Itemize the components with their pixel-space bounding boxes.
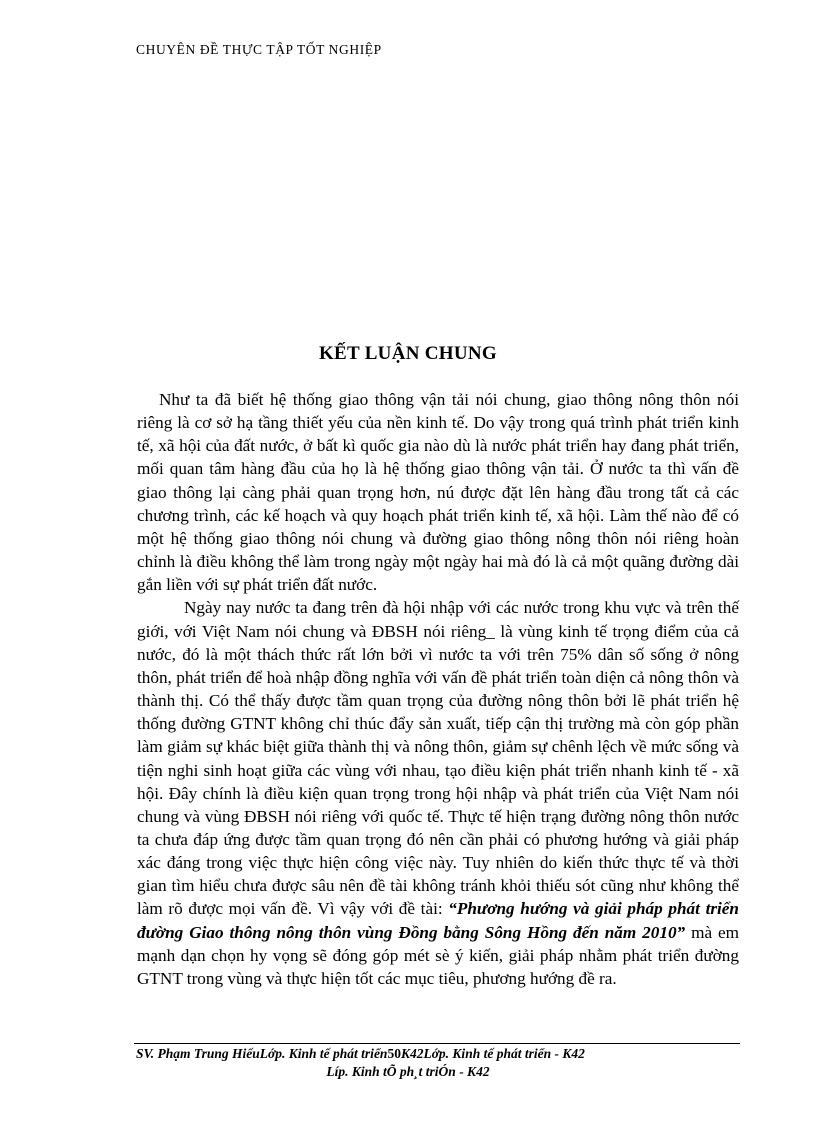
footer-divider bbox=[134, 1043, 740, 1044]
page-title: KẾT LUẬN CHUNG bbox=[318, 343, 498, 364]
paragraph-2-text-after: mà em mạnh dạn chọn hy vọng sẽ đóng góp mét sè ý kiến, giải pháp nhằm phát triển đường GTNT trong vùng và thực hiện tốt các mục tiêu, phương hướng đề ra. bbox=[137, 922, 740, 988]
footer-author-class: SV. Phạm Trung HiếuLớp. Kinh tế phát triển bbox=[136, 1046, 388, 1061]
footer-line-1 bbox=[136, 1046, 585, 1062]
paragraph-1: Như ta đã biết hệ thống giao thông vận tải nói chung, giao thông nông thôn nói riêng là cơ sở hạ tầng thiết yếu của nền kinh tế. Do vậy trong quá trình phát triển kinh tế, xã hội của đất nước, ở bất kì quốc gia nào dù là nước phát triển hay đang phát triển, mối quan tâm hàng đầu của họ là hệ thống giao thông vận tải. Ở nước ta thì vấn đề giao thông lại càng phải quan trọng hơn, nú được đặt lên hàng đầu trong tất cả các chương trình, các kế hoạch và quy hoạch phát triển kinh tế, xã hội. Làm thế nào để có một hệ thống giao thông nói chung và đường giao thông nông thôn nói riêng hoàn chỉnh là điều không thể làm trong ngày một ngày hai mà đó là cả một quãng đường dài gắn liền với sự phát triển đất nước. bbox=[137, 390, 739, 595]
document-body bbox=[137, 388, 739, 990]
footer-class-repeat: K42Lớp. Kinh tế phát triển - K42 bbox=[400, 1046, 585, 1061]
document-header: CHUYÊN ĐỀ THỰC TẬP TỐT NGHIỆP bbox=[136, 42, 382, 57]
paragraph-2-text-before: Ngày nay nước ta đang trên đà hội nhập với các nước trong khu vực và trên thế giới, với Việt Nam nói chung và ĐBSH nói riêng_ là vùng kinh tế trọng điểm của cả nước, đó là một thách thức rất lớn bởi vì nước ta với trên 75% dân số sống ở nông thôn, phát triển để hoà nhập đồng nghĩa với vấn đề phát triển toàn diện cả nông thôn và thành thị. Có thể thấy được tầm quan trọng của đường nông thôn bởi lẽ phát triển hệ thống đường GTNT không chỉ thúc đẩy sản xuất, tiếp cận thị trường mà còn góp phần làm giảm sự khác biệt giữa thành thị và nông thôn, giảm sự chênh lệch về mức sống và tiện nghi sinh hoạt giữa các vùng với nhau, tạo điều kiện phát triển nhanh kinh tế - xã hội. Đây chính là điều kiện quan trọng trong hội nhập và phát triển của Việt Nam nói chung và vùng ĐBSH nói riêng với quốc tế. Thực tế hiện trạng đường nông thôn nước ta chưa đáp ứng được tầm quan trọng đó nên cần phải có phương hướng và giải pháp xác đáng trong việc thực hiện công việc này. Tuy nhiên do kiến thức thực tế và thời gian tìm hiểu chưa được sâu nên đề tài không tránh khỏi thiếu sót cũng như không thể làm rõ được mọi vấn đề. Vì vậy với đề tài: bbox=[137, 598, 739, 919]
paragraph-2 bbox=[137, 596, 739, 990]
page-number: 50 bbox=[387, 1046, 401, 1061]
footer-line-2: Líp. Kinh tÕ ph¸t triÓn - K42 bbox=[326, 1064, 490, 1079]
thesis-title-emphasis: “Phương hướng và giải pháp phát triển đường Giao thông nông thôn vùng Đồng bằng Sông Hồng đến năm 2010” bbox=[137, 899, 739, 942]
